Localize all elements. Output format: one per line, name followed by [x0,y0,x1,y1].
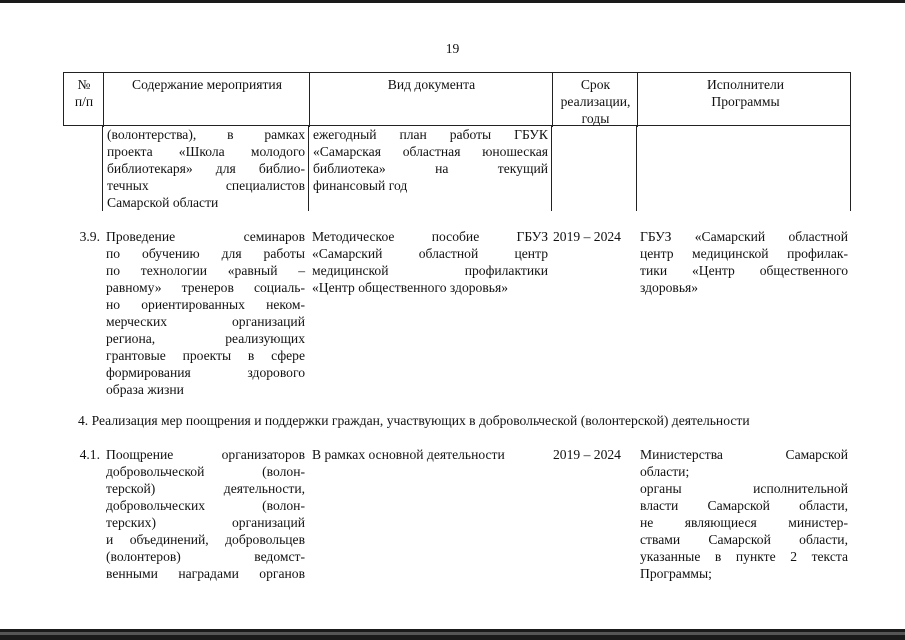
row-term: 2019 – 2024 [553,447,621,462]
content-line: Проведение семинаров [106,229,305,244]
section-4-heading: 4. Реализация мер поощрения и поддержки граждан, участвующих в добровольческой (волонтерской) деятельности [78,413,750,428]
content-line: (волонтерства), в рамках [107,127,305,142]
row-content [102,446,308,586]
header-term [552,73,637,127]
header-executors [637,73,852,127]
continuation-content [102,126,308,211]
content-line: но ориентированных неком- [106,297,305,312]
content-line: формирования здорового [106,365,305,380]
scan-bottom-edge [0,632,905,635]
content-line: по технологии «равный – [106,263,305,278]
page-number: 19 [445,41,460,56]
content-line: терских) организаций [106,515,305,530]
executors-line: здоровья» [640,280,699,295]
executors-line: указанные в пункте 2 текста [640,549,848,564]
continuation-term [551,126,636,211]
content-line: библиотекаря» для библио- [107,161,305,176]
header-executors-line-2: Программы [711,94,780,109]
executors-line: ствами Самарской области, [640,532,848,547]
document-line: библиотека» на текущий [313,161,548,176]
content-line: мерческих организаций [106,314,305,329]
executors-line: органы исполнительной [640,481,848,496]
executors-line: власти Самарской области, [640,498,848,513]
content-line: (волонтеров) ведомст- [106,549,305,564]
content-line: течных специалистов [107,178,305,193]
content-line: Самарской области [107,195,219,210]
row-document: В рамках основной деятельности [312,447,505,462]
program-table [63,72,851,586]
header-number-line-1: № [77,77,91,92]
content-line: добровольческих (волон- [106,498,305,513]
executors-line: области; [640,464,690,479]
row-number: 3.9. [79,229,100,244]
row-term: 2019 – 2024 [553,229,621,244]
executors-line: Министерства Самарской [640,447,848,462]
content-line: добровольческой (волон- [106,464,305,479]
content-line: равному» тренеров социаль- [106,280,305,295]
continuation-number [63,126,102,211]
table-row-4-1 [63,446,851,586]
document-line: «Самарская областная юношеская [313,144,548,159]
content-line: терской) деятельности, [106,481,305,496]
header-term-line-2: реализации, [560,94,631,109]
row-executors [636,228,851,398]
table-row-3-9 [63,228,851,396]
row-executors [636,446,851,586]
header-executors-line-1: Исполнители [706,77,785,92]
content-line: образа жизни [106,382,184,397]
header-term-line-3: годы [581,111,610,126]
header-number [64,73,103,127]
document-line: Методическое пособие ГБУЗ [312,229,548,244]
document-line: «Центр общественного здоровья» [312,280,509,295]
header-number-line-2: п/п [74,94,94,109]
row-document [308,228,551,398]
document-line: финансовый год [313,178,408,193]
continuation-document [308,126,551,211]
executors-line: тики «Центр общественного [640,263,848,278]
row-content [102,228,308,398]
content-line: венными наградами органов [106,566,305,581]
document-line: ежегодный план работы ГБУК [313,127,548,142]
header-document: Вид документа [309,73,552,127]
header-term-line-1: Срок [580,77,611,92]
document-line: медицинской профилактики [312,263,548,278]
executors-line: ГБУЗ «Самарский областной [640,229,848,244]
continuation-executors [636,126,851,211]
header-content: Содержание мероприятия [103,73,309,127]
content-line: грантовые проекты в сфере [106,348,305,363]
executors-line: Программы; [640,566,712,581]
content-line: проекта «Школа молодого [107,144,305,159]
content-line: и объединений, добровольцев [106,532,305,547]
content-line: региона, реализующих [106,331,305,346]
executors-line: центр медицинской профилак- [640,246,848,261]
executors-line: не являющиеся министер- [640,515,848,530]
row-number: 4.1. [79,447,100,462]
scan-top-border [0,0,905,3]
continuation-row [63,126,851,210]
content-line: по обучению для работы [106,246,305,261]
table-header [63,72,851,126]
content-line: Поощрение организаторов [106,447,305,462]
document-line: «Самарский областной центр [312,246,548,261]
